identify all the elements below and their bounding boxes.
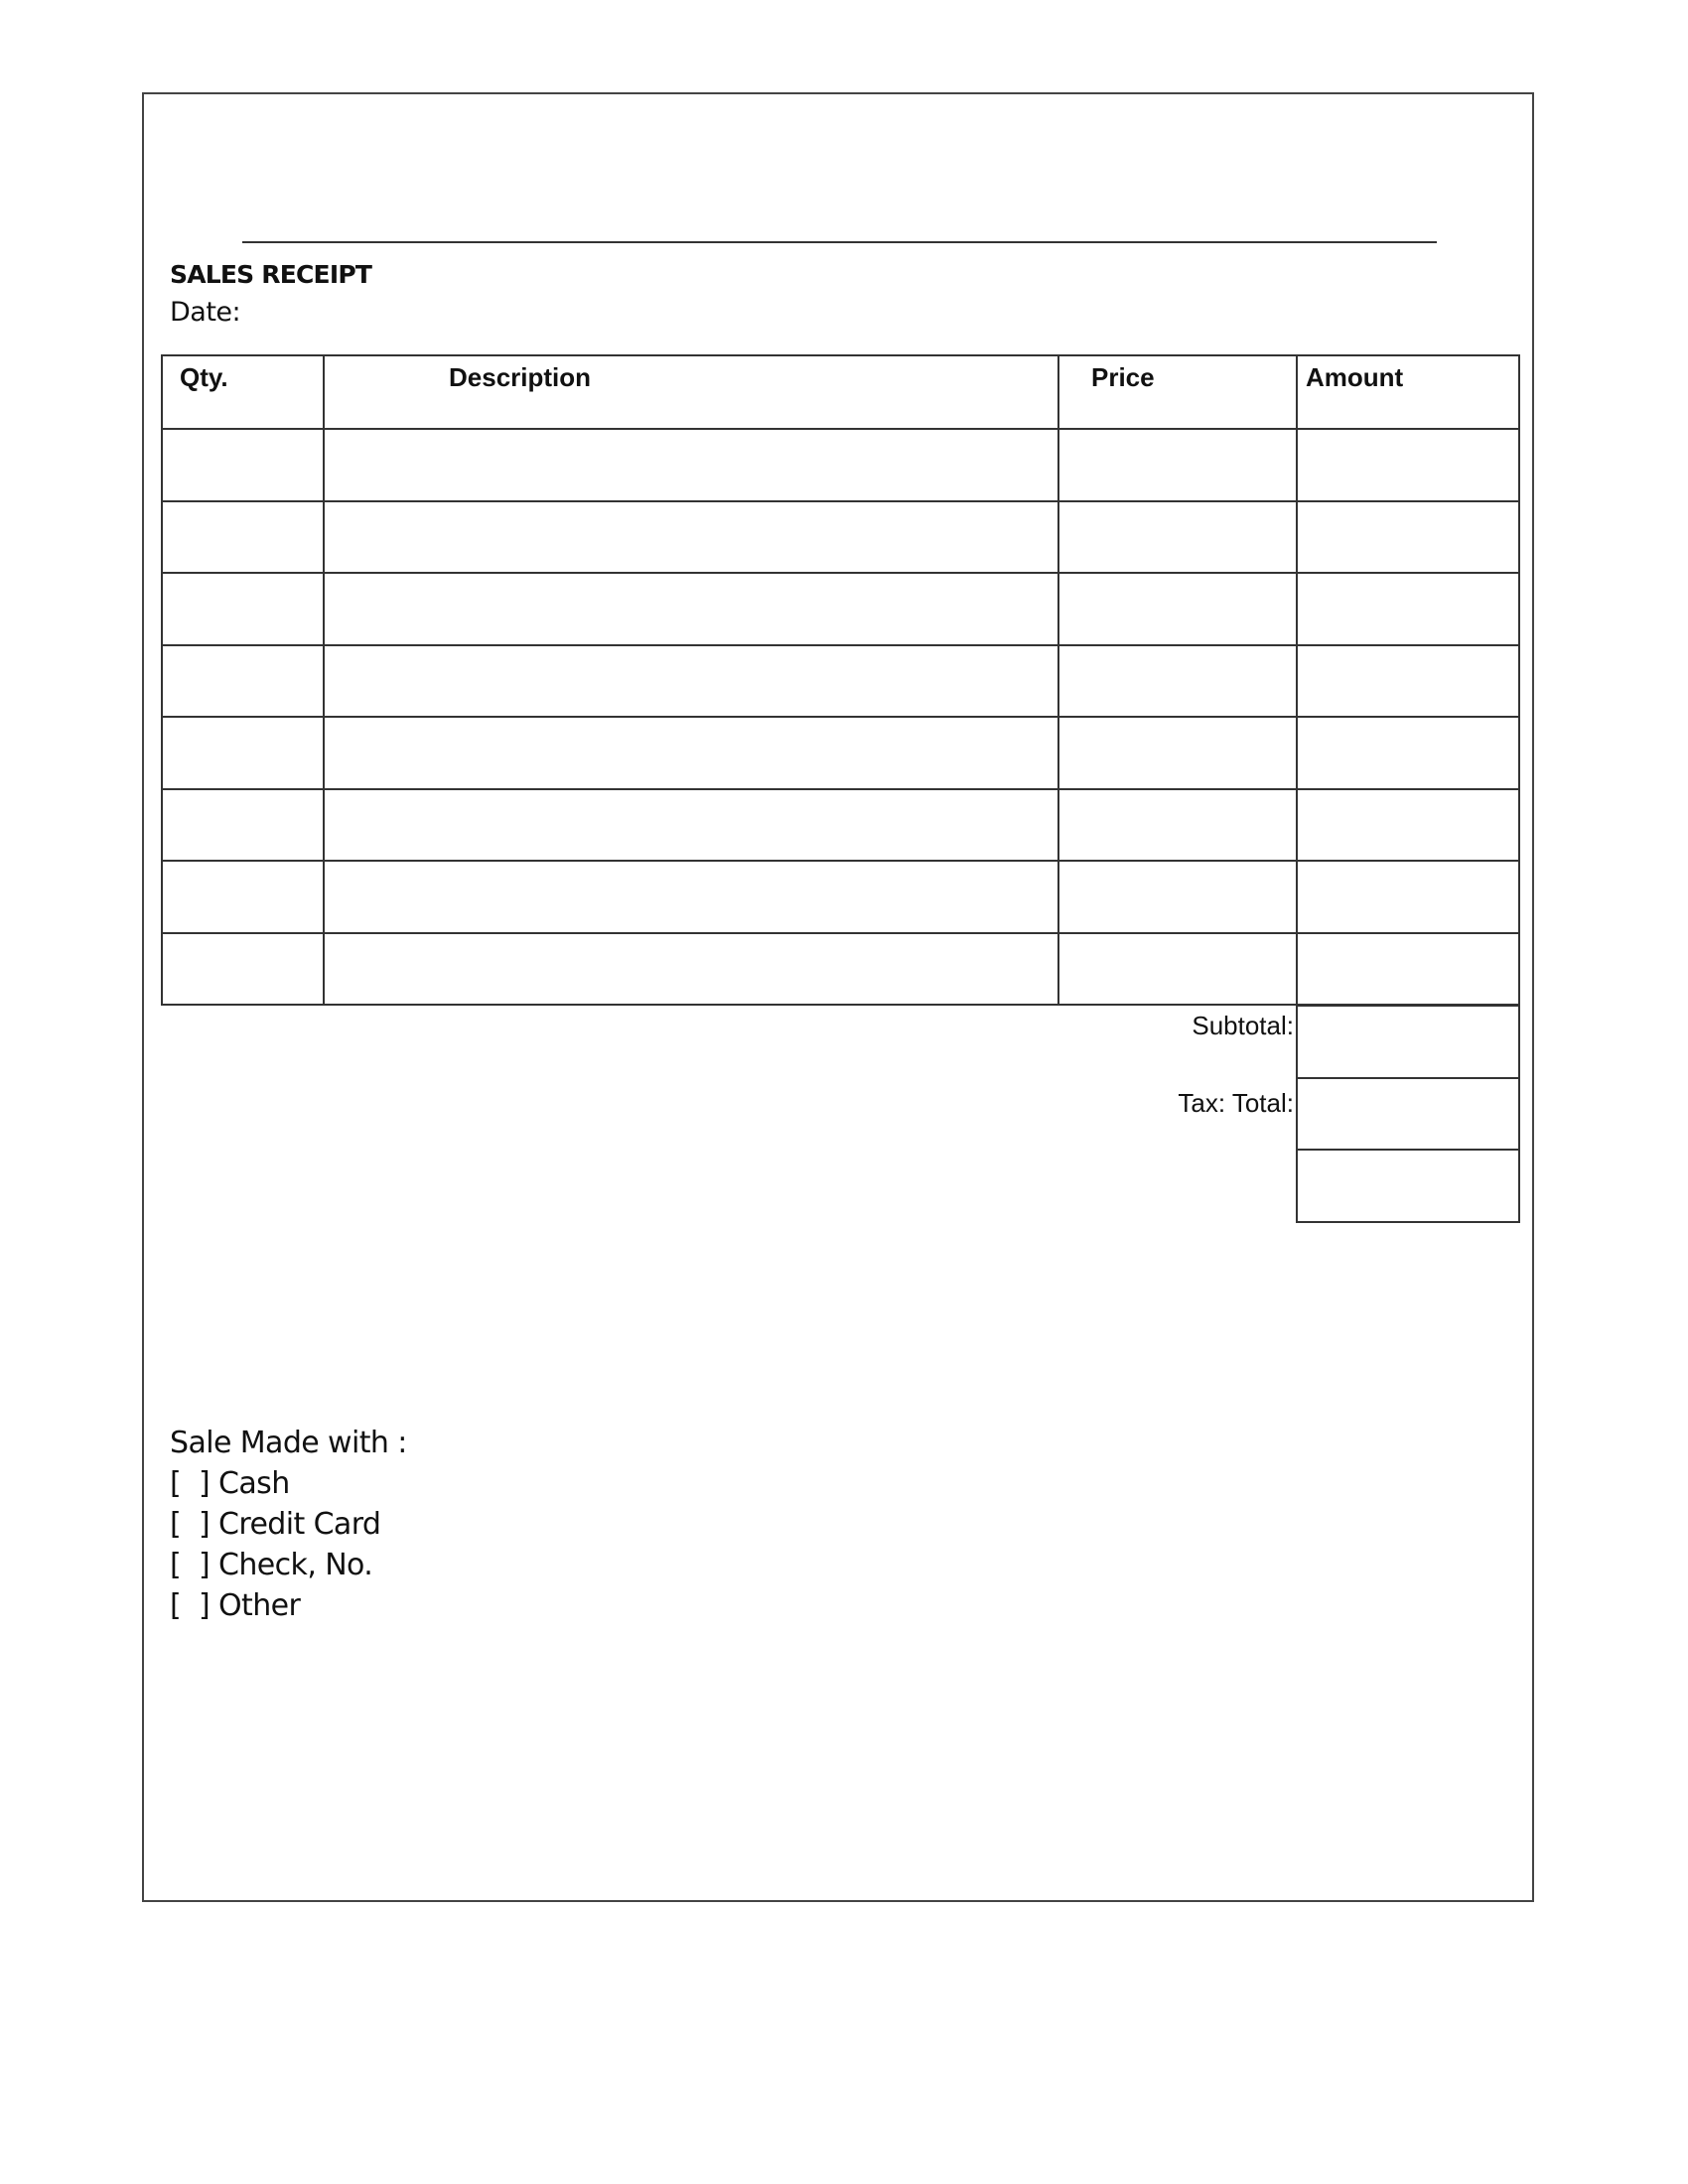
checkbox-icon[interactable]: [ ] xyxy=(170,1548,211,1582)
table-row xyxy=(162,717,1519,789)
column-header-amount xyxy=(1297,355,1519,429)
business-name-line xyxy=(242,241,1437,243)
column-label: Qty. xyxy=(180,362,228,392)
payment-option-check[interactable] xyxy=(170,1545,407,1585)
cell-description[interactable] xyxy=(324,501,1058,574)
cell-description[interactable] xyxy=(324,933,1058,1006)
cell-price[interactable] xyxy=(1058,789,1297,862)
payment-heading: Sale Made with : xyxy=(170,1426,407,1460)
column-header-description xyxy=(324,355,1058,429)
cell-amount[interactable] xyxy=(1297,789,1519,862)
column-label: Description xyxy=(449,362,592,392)
cell-amount[interactable] xyxy=(1297,645,1519,718)
table-row xyxy=(162,933,1519,1006)
cell-qty[interactable] xyxy=(162,717,324,789)
table-row xyxy=(162,789,1519,862)
column-label: Amount xyxy=(1306,362,1404,392)
cell-amount[interactable] xyxy=(1297,933,1519,1006)
table-row xyxy=(162,861,1519,933)
tax-total-label: Tax: Total: xyxy=(1178,1088,1294,1118)
cell-qty[interactable] xyxy=(162,429,324,501)
subtotal-label: Subtotal: xyxy=(1192,1011,1294,1040)
cell-qty[interactable] xyxy=(162,501,324,574)
table-row xyxy=(162,501,1519,574)
table-header-row xyxy=(162,355,1519,429)
cell-qty[interactable] xyxy=(162,933,324,1006)
cell-description[interactable] xyxy=(324,789,1058,862)
payment-option-other[interactable] xyxy=(170,1585,407,1626)
payment-option-cash[interactable] xyxy=(170,1463,407,1504)
table-row xyxy=(162,645,1519,718)
cell-amount[interactable] xyxy=(1297,717,1519,789)
option-label: Cash xyxy=(218,1466,290,1501)
date-label: Date: xyxy=(170,297,241,328)
cell-price[interactable] xyxy=(1058,573,1297,645)
checkbox-icon[interactable]: [ ] xyxy=(170,1588,211,1623)
payment-section xyxy=(170,1423,407,1626)
cell-price[interactable] xyxy=(1058,429,1297,501)
column-label: Price xyxy=(1091,362,1155,392)
cell-qty[interactable] xyxy=(162,789,324,862)
checkbox-icon[interactable]: [ ] xyxy=(170,1466,211,1501)
cell-price[interactable] xyxy=(1058,717,1297,789)
cell-qty[interactable] xyxy=(162,645,324,718)
cell-qty[interactable] xyxy=(162,573,324,645)
totals-table xyxy=(1296,1005,1520,1223)
cell-price[interactable] xyxy=(1058,861,1297,933)
cell-amount[interactable] xyxy=(1297,429,1519,501)
table-row xyxy=(162,429,1519,501)
column-header-price xyxy=(1058,355,1297,429)
cell-description[interactable] xyxy=(324,429,1058,501)
total-field[interactable] xyxy=(1297,1150,1519,1222)
cell-price[interactable] xyxy=(1058,933,1297,1006)
table-row xyxy=(162,573,1519,645)
cell-description[interactable] xyxy=(324,861,1058,933)
cell-qty[interactable] xyxy=(162,861,324,933)
tax-field[interactable] xyxy=(1297,1078,1519,1151)
cell-description[interactable] xyxy=(324,645,1058,718)
cell-amount[interactable] xyxy=(1297,861,1519,933)
cell-price[interactable] xyxy=(1058,501,1297,574)
option-label: Credit Card xyxy=(218,1507,381,1542)
payment-option-credit-card[interactable] xyxy=(170,1504,407,1545)
document-title: SALES RECEIPT xyxy=(170,260,372,289)
cell-description[interactable] xyxy=(324,573,1058,645)
column-header-qty xyxy=(162,355,324,429)
checkbox-icon[interactable]: [ ] xyxy=(170,1507,211,1542)
cell-amount[interactable] xyxy=(1297,573,1519,645)
cell-price[interactable] xyxy=(1058,645,1297,718)
cell-amount[interactable] xyxy=(1297,501,1519,574)
option-label: Check, No. xyxy=(218,1548,373,1582)
option-label: Other xyxy=(218,1588,301,1623)
cell-description[interactable] xyxy=(324,717,1058,789)
subtotal-field[interactable] xyxy=(1297,1006,1519,1078)
items-table xyxy=(161,354,1520,1006)
